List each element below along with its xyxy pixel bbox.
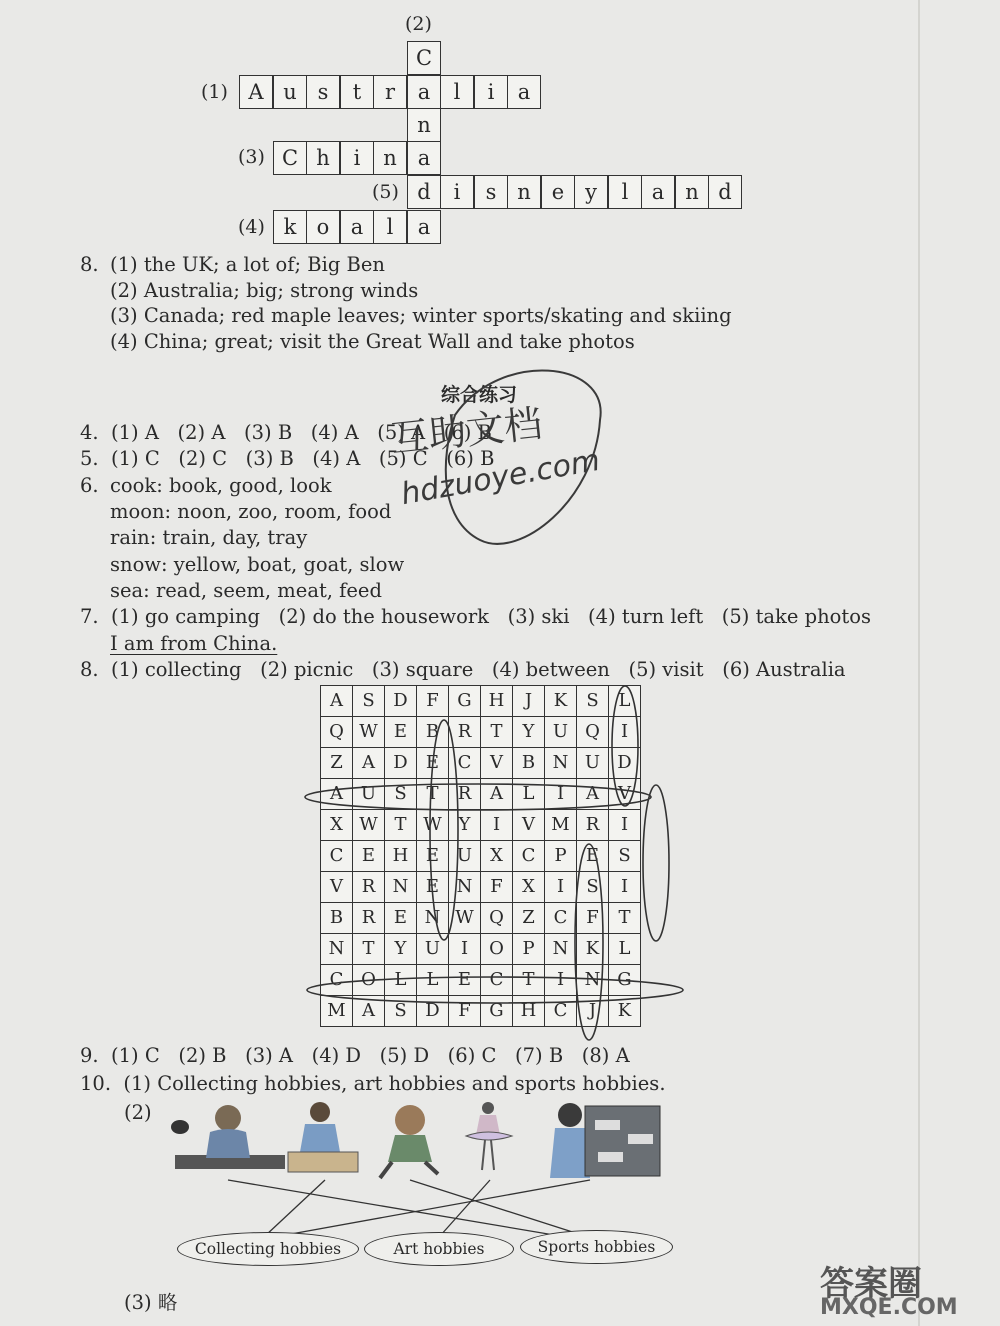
answer-line: rain: train, day, tray [110,526,308,549]
word-search-cell: C [321,965,353,996]
watermark-url: hdzuoye.com [398,442,603,513]
word-search-cell: Q [321,717,353,748]
word-search-cell: P [513,934,545,965]
word-search-cell: B [417,717,449,748]
word-search-cell: O [481,934,513,965]
crossword-cell: a [407,141,441,175]
word-search-cell: I [545,872,577,903]
word-search-cell: T [353,934,385,965]
section-heading: 综合练习 [441,384,518,406]
crossword-cell: d [708,175,742,209]
sports-hobbies-oval [520,1230,673,1264]
word-search-cell: S [577,686,609,717]
word-search-cell: R [449,717,481,748]
word-search-cell: L [609,686,641,717]
crossword-cell: C [407,41,441,75]
crossword-cell: a [407,75,441,109]
word-search-cell: P [545,841,577,872]
word-search-cell: E [449,965,481,996]
word-search-cell: T [609,903,641,934]
crossword-cell: n [507,175,541,209]
word-search-cell: N [449,872,481,903]
crossword-cell: e [541,175,575,209]
crossword-cell: a [507,75,541,109]
word-search-cell: E [417,841,449,872]
answer-line: snow: yellow, boat, goat, slow [110,553,405,576]
crossword-cell: C [273,141,307,175]
answer-line: cook: book, good, look [110,474,332,497]
crossword-cell: y [574,175,608,209]
word-search-cell: I [449,934,481,965]
word-search-cell: A [353,996,385,1027]
word-search-cell: B [321,903,353,934]
crossword-label-4: (4) [238,216,265,238]
answer-line: (4) China; great; visit the Great Wall and take photos [110,330,635,353]
word-search-cell: E [385,717,417,748]
word-search-cell: B [513,748,545,779]
word-search-cell: I [609,810,641,841]
word-search-cell: V [609,779,641,810]
word-search-cell: A [577,779,609,810]
crossword-cell: s [306,75,340,109]
word-search-cell: D [417,996,449,1027]
crossword-cell: a [340,210,374,244]
crossword-cell: h [306,141,340,175]
word-search-cell: E [417,748,449,779]
word-search-cell: R [353,872,385,903]
word-search-cell: H [481,686,513,717]
art-hobbies-label: Art hobbies [393,1240,485,1258]
word-search-cell: Y [385,934,417,965]
word-search-cell: N [577,965,609,996]
crossword-cell: l [608,175,642,209]
question-number: 6. [80,474,99,497]
word-search-cell: R [449,779,481,810]
word-search-cell: S [385,779,417,810]
crossword-cell: A [239,75,273,109]
word-search-cell: W [449,903,481,934]
word-search-cell: W [417,810,449,841]
word-search-cell: R [353,903,385,934]
word-search-cell: C [481,965,513,996]
crossword-cell: d [407,175,441,209]
answer-line: (2) Australia; big; strong winds [110,279,419,302]
crossword-cell: n [675,175,709,209]
word-search-cell: C [321,841,353,872]
art-hobbies-oval [364,1232,514,1266]
word-search-cell: U [449,841,481,872]
crossword-label-5: (5) [372,181,399,203]
answer-line: (3) Canada; red maple leaves; winter sports/skating and skiing [110,304,732,327]
word-search-cell: F [449,996,481,1027]
word-search-cell: C [545,996,577,1027]
word-search-cell: C [449,748,481,779]
crossword-cell: s [474,175,508,209]
word-search-cell: S [609,841,641,872]
word-search-cell: Z [513,903,545,934]
word-search-cell: T [385,810,417,841]
answer-line: 4. (1) A (2) A (3) B (4) A (5) A (6) B [80,421,492,444]
word-search-cell: M [321,996,353,1027]
word-search-cell: H [513,996,545,1027]
word-search-cell: S [577,872,609,903]
word-search-cell: N [545,748,577,779]
word-search-cell: T [481,717,513,748]
word-search-cell: U [353,779,385,810]
word-search-cell: O [353,965,385,996]
word-search-cell: F [481,872,513,903]
crossword-label-2: (2) [405,13,432,35]
word-search-cell: A [321,779,353,810]
word-search-cell: N [321,934,353,965]
word-search-cell: T [417,779,449,810]
word-search-cell: J [577,996,609,1027]
word-search-cell: D [609,748,641,779]
word-search-cell: V [321,872,353,903]
crossword-cell: t [340,75,374,109]
answer-line: 5. (1) C (2) C (3) B (4) A (5) C (6) B [80,447,495,470]
crossword-cell: l [440,75,474,109]
word-search-cell: X [321,810,353,841]
word-search-cell: C [545,903,577,934]
answer-line: (1) the UK; a lot of; Big Ben [110,253,385,276]
word-search-cell: L [513,779,545,810]
word-search-cell: I [545,779,577,810]
word-search-cell: W [353,717,385,748]
answer-line: moon: noon, zoo, room, food [110,500,392,523]
word-search-cell: E [417,872,449,903]
word-search-cell: U [545,717,577,748]
word-search-cell: Q [481,903,513,934]
word-search-cell: K [609,996,641,1027]
answer-line: I am from China. [110,632,278,655]
word-search-cell: V [513,810,545,841]
word-search-cell: Y [449,810,481,841]
crossword-cell: r [373,75,407,109]
crossword-label-3: (3) [238,146,265,168]
word-search-cell: L [417,965,449,996]
word-search-cell: K [577,934,609,965]
word-search-cell: F [417,686,449,717]
word-search-cell: Q [577,717,609,748]
word-search-cell: R [577,810,609,841]
word-search-cell: U [417,934,449,965]
crossword-cell: k [273,210,307,244]
word-search-cell: E [385,903,417,934]
question-number: (2) [124,1101,152,1124]
crossword-cell: n [373,141,407,175]
word-search-cell: U [577,748,609,779]
answer-line: 8. (1) collecting (2) picnic (3) square (4) between (5) visit (6) Australia [80,658,846,681]
word-search-cell: H [385,841,417,872]
word-search-cell: I [481,810,513,841]
sports-hobbies-label: Sports hobbies [537,1238,656,1256]
word-search-cell: X [481,841,513,872]
word-search-cell: F [577,903,609,934]
word-search-cell: I [609,717,641,748]
crossword-cell: a [407,210,441,244]
question-number: 8. [80,253,99,276]
corner-logo-url: MXQE.COM [820,1295,958,1320]
word-search-cell: N [385,872,417,903]
word-search-cell: C [513,841,545,872]
word-search-cell: M [545,810,577,841]
watermark-text: 互助文档 [388,401,545,461]
word-search-cell: G [449,686,481,717]
word-search-cell: G [481,996,513,1027]
word-search-cell: S [385,996,417,1027]
word-search-cell: D [385,748,417,779]
word-search-cell: A [353,748,385,779]
crossword-cell: i [440,175,474,209]
crossword-cell: u [273,75,307,109]
word-search-cell: I [609,872,641,903]
word-search-cell: V [481,748,513,779]
word-search-cell: Y [513,717,545,748]
word-search-cell: G [609,965,641,996]
collecting-hobbies-label: Collecting hobbies [194,1240,342,1258]
corner-logo: 答案圈 [820,1264,922,1304]
crossword-cell: l [373,210,407,244]
word-search-cell: E [577,841,609,872]
answer-line: sea: read, seem, meat, feed [110,579,382,602]
word-search-cell: E [353,841,385,872]
word-search-cell: L [609,934,641,965]
word-search-cell: D [385,686,417,717]
crossword-cell: i [474,75,508,109]
word-search-cell: T [513,965,545,996]
word-search-cell: N [545,934,577,965]
word-search-cell: X [513,872,545,903]
word-search-cell: S [353,686,385,717]
word-search-cell: Z [321,748,353,779]
word-search-cell: J [513,686,545,717]
answer-line: (3) 略 [124,1291,178,1314]
collecting-hobbies-oval [177,1232,359,1266]
word-search-cell: L [385,965,417,996]
word-search-cell: W [353,810,385,841]
word-search-cell: A [321,686,353,717]
crossword-label-1: (1) [201,81,228,103]
answer-line: 10. (1) Collecting hobbies, art hobbies and sports hobbies. [80,1072,666,1095]
word-search-cell: A [481,779,513,810]
crossword-cell: a [641,175,675,209]
answer-line: 9. (1) C (2) B (3) A (4) D (5) D (6) C (7) B (8) A [80,1044,630,1067]
crossword-cell: i [340,141,374,175]
word-search-cell: K [545,686,577,717]
word-search-cell: N [417,903,449,934]
word-search-cell: I [545,965,577,996]
crossword-cell: o [306,210,340,244]
crossword-cell: n [407,108,441,142]
answer-line: 7. (1) go camping (2) do the housework (3) ski (4) turn left (5) take photos [80,605,871,628]
